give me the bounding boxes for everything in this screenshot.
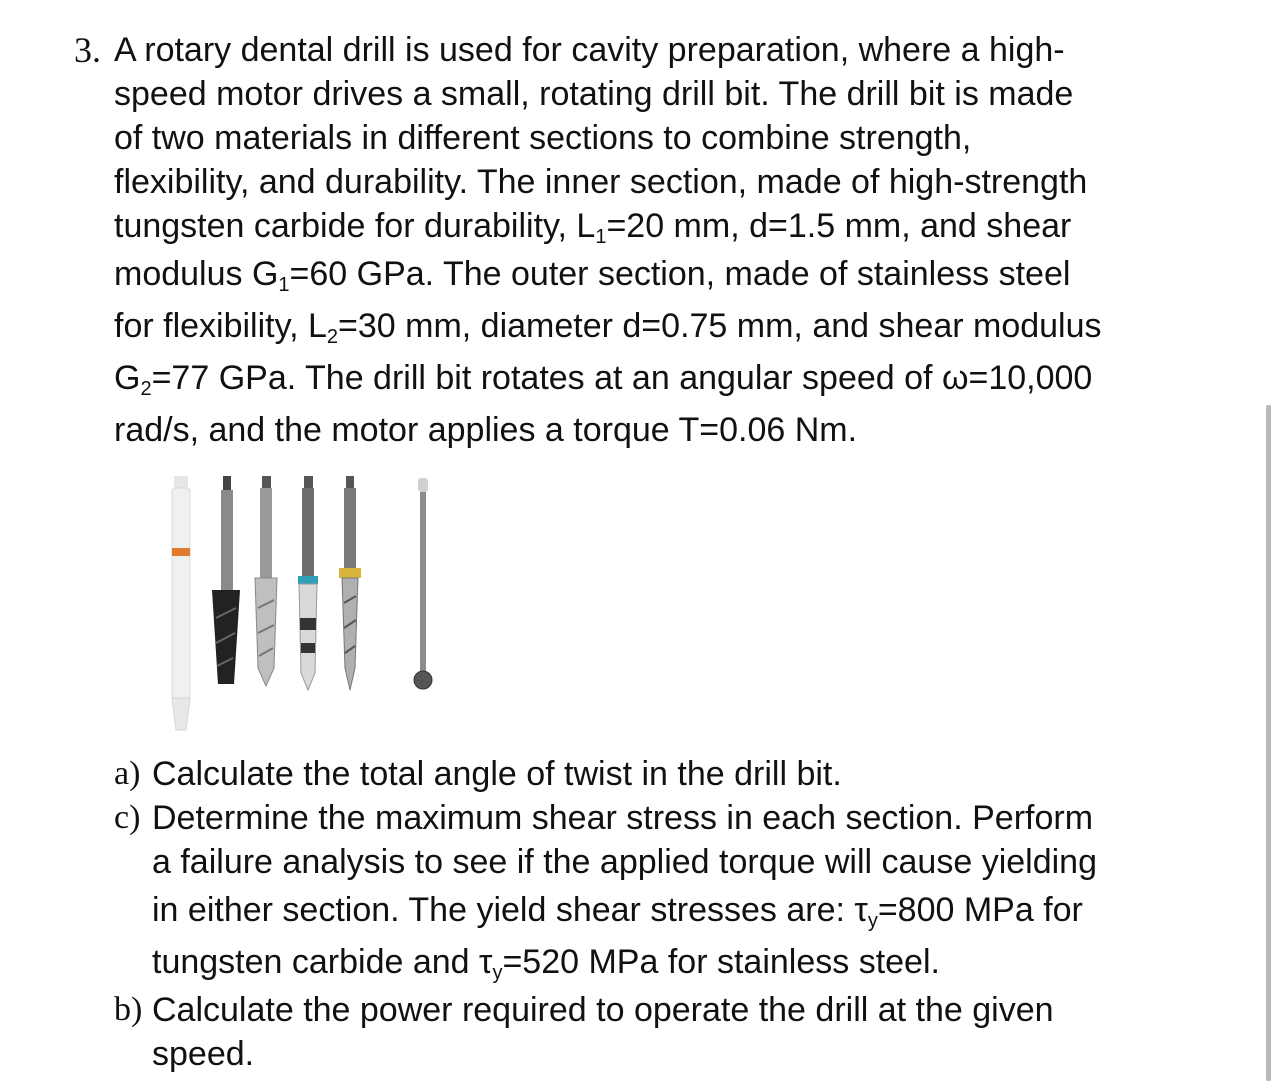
- statement-line: rad/s, and the motor applies a torque T=0.06 Nm.: [114, 411, 858, 449]
- dental-drill-bits-image: [160, 468, 450, 736]
- part-c-line: in either section. The yield shear stresses are: $\tau_y=800$ MPa for: [152, 891, 1083, 932]
- part-c: [114, 796, 1234, 988]
- part-a: [114, 752, 1234, 796]
- part-a-label: a): [114, 755, 141, 792]
- statement-line: tungsten carbide for durability, $L_1=20$ mm, d=1.5 mm, and shear: [114, 207, 1072, 248]
- part-a-text: Calculate the total angle of twist in the drill bit.: [152, 755, 842, 793]
- problem-number: 3.: [74, 30, 101, 70]
- statement-line: of two materials in different sections to combine strength,: [114, 119, 972, 157]
- statement-line: $G_2=77$ GPa. The drill bit rotates at an angular speed of ω=10,000: [114, 359, 1093, 400]
- statement-line: speed motor drives a small, rotating drill bit. The drill bit is made: [114, 75, 1074, 113]
- part-c-line: tungsten carbide and $\tau_y=520$ MPa for stainless steel.: [152, 943, 940, 984]
- part-c-line: a failure analysis to see if the applied torque will cause yielding: [152, 843, 1097, 881]
- part-b-label: b): [114, 991, 143, 1028]
- vertical-scrollbar[interactable]: [1266, 405, 1271, 1081]
- statement-line: for flexibility, $L_2=30$ mm, diameter d=0.75 mm, and shear modulus: [114, 307, 1102, 348]
- problem-statement: [114, 28, 1234, 456]
- part-b-line: speed.: [152, 1035, 255, 1073]
- drill-bit-gold: [339, 476, 361, 690]
- part-c-line: Determine the maximum shear stress in each section. Perform: [152, 799, 1094, 837]
- part-c-label: c): [114, 799, 141, 836]
- statement-line: A rotary dental drill is used for cavity preparation, where a high-: [114, 31, 1065, 69]
- statement-line: modulus $G_1=60$ GPa. The outer section, made of stainless steel: [114, 255, 1071, 296]
- part-b-line: Calculate the power required to operate the drill at the given: [152, 991, 1054, 1029]
- drill-bit-banded: [298, 476, 318, 690]
- statement-line: flexibility, and durability. The inner section, made of high-strength: [114, 163, 1088, 201]
- question-parts: [114, 752, 1234, 1076]
- drill-bit-round-bur: [414, 478, 432, 689]
- drill-bit-white: [172, 476, 190, 730]
- part-b: [114, 988, 1234, 1076]
- drill-bit-silver: [255, 476, 277, 686]
- drill-bit-black: [212, 476, 240, 684]
